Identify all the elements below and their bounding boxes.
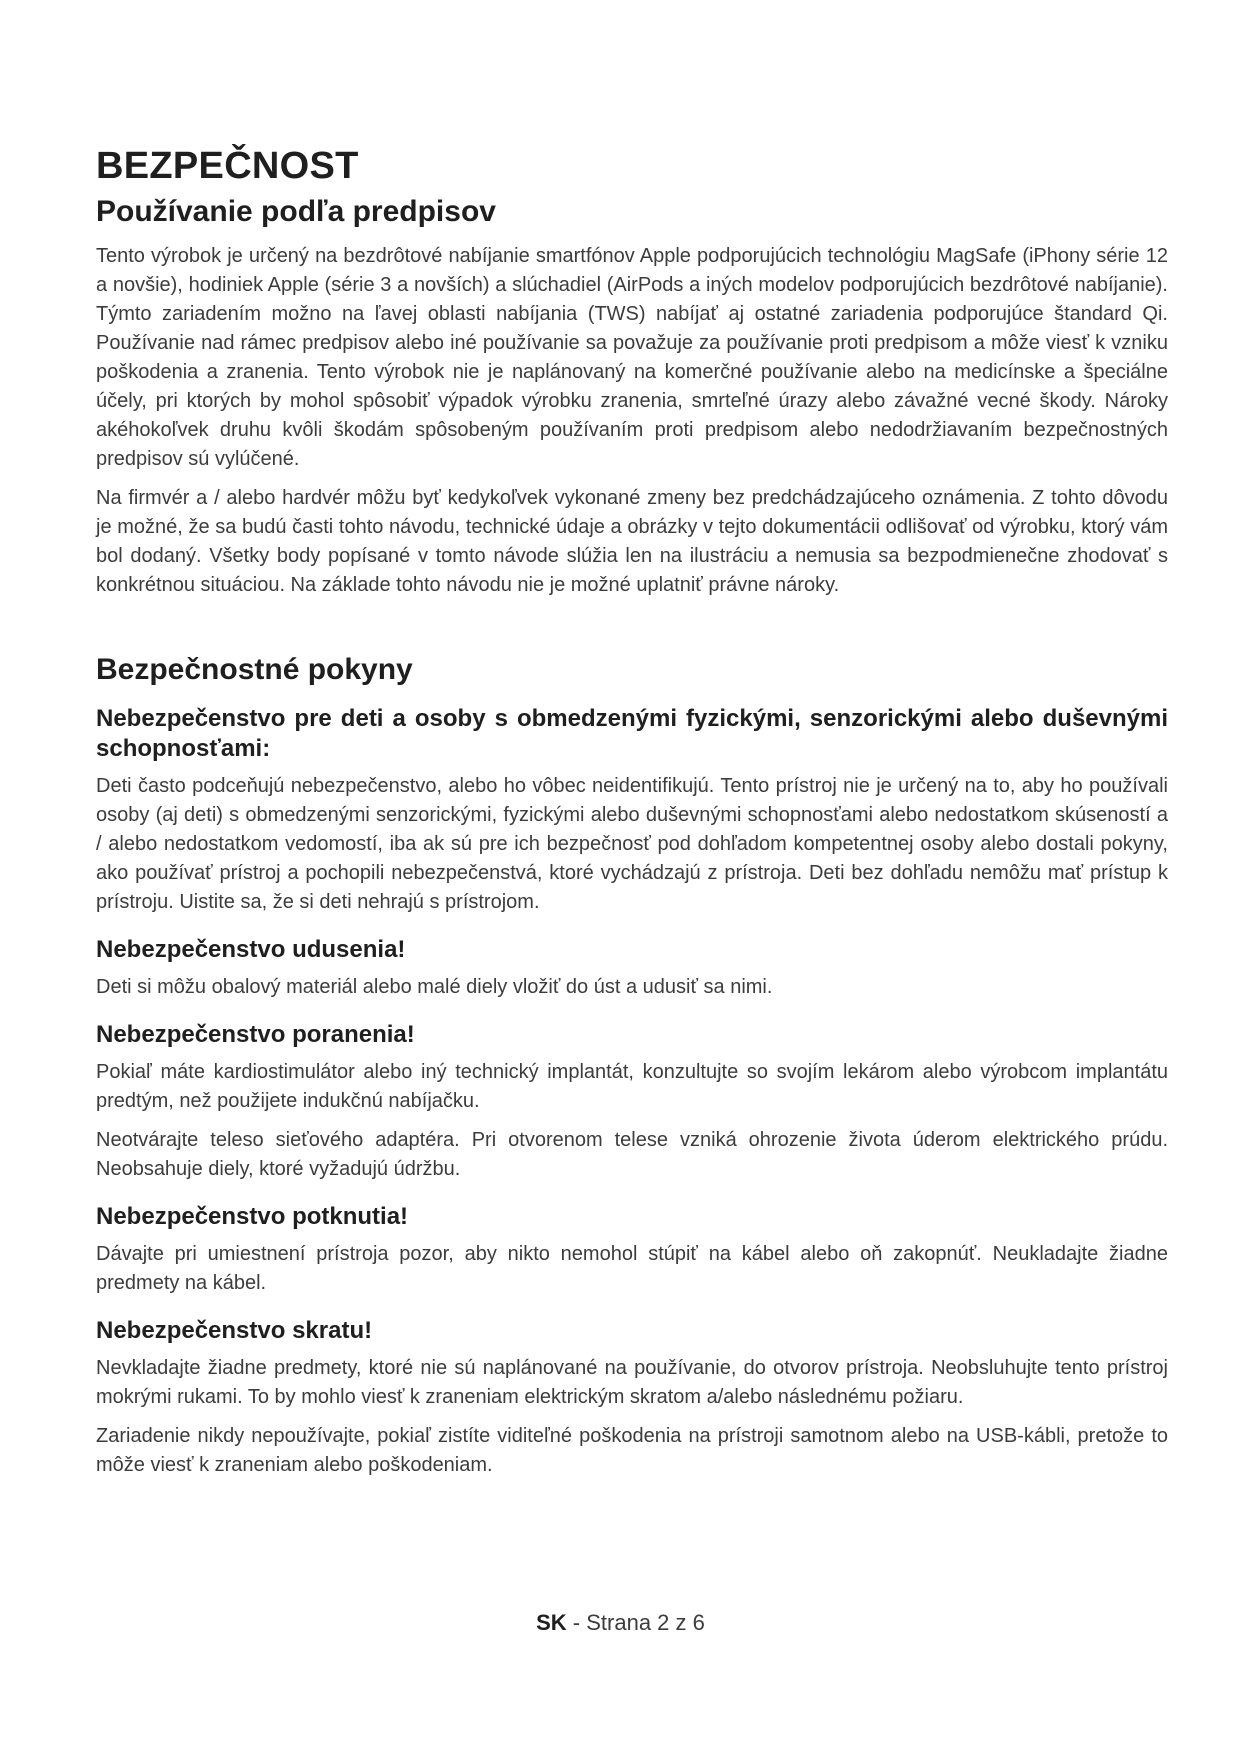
- usage-heading: Používanie podľa predpisov: [96, 195, 496, 228]
- usage-paragraph-1: Tento výrobok je určený na bezdrôtové nabíjanie smartfónov Apple podporujúcich technológiu MagSafe (iPhony série 12 a novšie), hodiniek Apple (série 3 a novších) a slúchadiel (AirPods a iných modelov podporujúcich bezdrôtové nabíjanie). Týmto zariadením možno na ľavej oblasti nabíjania (TWS) nabíjať aj ostatné zariadenia podporujúce štandard Qi. Používanie nad rámec predpisov alebo iné používanie sa považuje za používanie proti predpisom a môže viesť k vzniku poškodenia a zranenia. Tento výrobok nie je naplánovaný na komerčné používanie alebo na medicínske a špeciálne účely, pri ktorých by mohol spôsobiť výpadok výrobku zranenia, smrteľné úrazy alebo závažné vecné škody. Nároky akéhokoľvek druhu kvôli škodám spôsobeným používaním proti predpisom alebo nedodržiavaním bezpečnostných predpisov sú vylúčené.: [96, 245, 1168, 470]
- short-circuit-heading: Nebezpečenstvo skratu!: [96, 1317, 373, 1344]
- children-danger-heading: Nebezpečenstvo pre deti a osoby s obmedzenými fyzickými, senzorickými alebo duševnými schopnosťami:: [96, 705, 1168, 762]
- footer-language: SK: [536, 1610, 567, 1635]
- injury-paragraph-2: Neotvárajte teleso sieťového adaptéra. Pri otvorenom telese vzniká ohrozenie života úderom elektrického prúdu. Neobsahuje diely, ktoré vyžadujú údržbu.: [96, 1129, 1168, 1180]
- suffocation-heading: Nebezpečenstvo udusenia!: [96, 936, 406, 963]
- injury-paragraph-1: Pokiaľ máte kardiostimulátor alebo iný technický implantát, konzultujte so svojím lekárom alebo výrobcom implantátu predtým, než použijete indukčnú nabíjačku.: [96, 1061, 1168, 1112]
- short-circuit-paragraph-1: Nevkladajte žiadne predmety, ktoré nie sú naplánované na používanie, do otvorov prístroja. Neobsluhujte tento prístroj mokrými rukami. To by mohlo viesť k zraneniam elektrickým skratom a/alebo následnému požiaru.: [96, 1357, 1168, 1408]
- usage-paragraph-2: Na firmvér a / alebo hardvér môžu byť kedykoľvek vykonané zmeny bez predchádzajúceho oznámenia. Z tohto dôvodu je možné, že sa budú časti tohto návodu, technické údaje a obrázky v tejto dokumentácii odlišovať od výrobku, ktorý vám bol dodaný. Všetky body popísané v tomto návode slúžia len na ilustráciu a nemusia sa bezpodmienečne zhodovať s konkrétnou situáciou. Na základe tohto návodu nie je možné uplatniť právne nároky.: [96, 487, 1168, 596]
- tripping-heading: Nebezpečenstvo potknutia!: [96, 1203, 409, 1230]
- footer-page-number: - Strana 2 z 6: [566, 1610, 705, 1635]
- short-circuit-paragraph-2: Zariadenie nikdy nepoužívajte, pokiaľ zistíte viditeľné poškodenia na prístroji samotnom alebo na USB-kábli, pretože to môže viesť k zraneniam alebo poškodeniam.: [96, 1425, 1168, 1476]
- page-footer: [0, 1610, 1241, 1636]
- tripping-paragraph: Dávajte pri umiestnení prístroja pozor, aby nikto nemohol stúpiť na kábel alebo oň zakopnúť. Neukladajte žiadne predmety na kábel.: [96, 1243, 1168, 1294]
- suffocation-paragraph: Deti si môžu obalový materiál alebo malé diely vložiť do úst a udusiť sa nimi.: [96, 976, 773, 998]
- document-content: [96, 142, 1168, 1490]
- page-title: BEZPEČNOST: [96, 145, 359, 187]
- safety-heading: Bezpečnostné pokyny: [96, 653, 413, 686]
- injury-heading: Nebezpečenstvo poranenia!: [96, 1021, 415, 1048]
- children-danger-paragraph: Deti často podceňujú nebezpečenstvo, alebo ho vôbec neidentifikujú. Tento prístroj nie je určený na to, aby ho používali osoby (aj deti) s obmedzenými senzorickými, fyzickými alebo duševnými schopnosťami alebo nedostatkom skúseností a / alebo nedostatkom vedomostí, iba ak sú pre ich bezpečnosť pod dohľadom kompetentnej osoby alebo dostali pokyny, ako používať prístroj a pochopili nebezpečenstvá, ktoré vychádzajú z prístroja. Deti bez dohľadu nemôžu mať prístup k prístroju. Uistite sa, že si deti nehrajú s prístrojom.: [96, 775, 1168, 913]
